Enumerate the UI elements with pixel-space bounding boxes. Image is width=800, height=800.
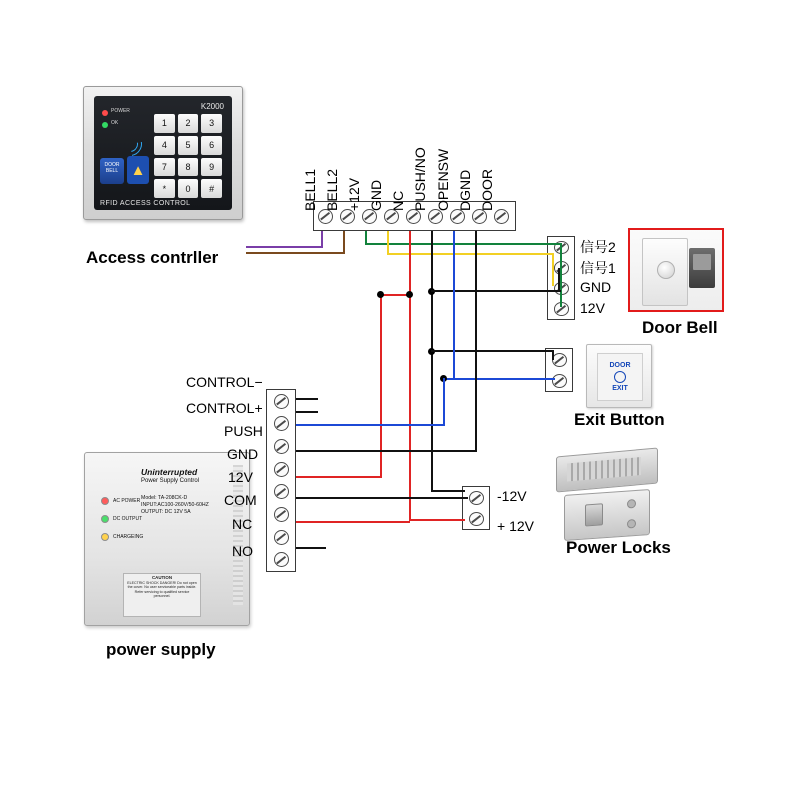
label-door: DOOR	[479, 169, 495, 211]
wire-door-vertical	[475, 231, 477, 450]
label-plus12v: +12V	[346, 177, 362, 211]
wire-bell2-horizontal	[246, 252, 345, 254]
psu-led-row-dc	[101, 515, 142, 523]
psu-led-charge-label: CHARGEING	[113, 534, 144, 540]
psu-led-dc-label: DC OUTPUT	[113, 516, 143, 522]
wire-com-horizontal	[296, 497, 468, 499]
psu-warning-label	[123, 573, 201, 617]
psu-warning-title: CAUTION	[151, 575, 172, 580]
wire-black-exit-down	[552, 350, 554, 360]
psu-label-nc: NC	[232, 516, 253, 532]
psu-terminal-screw-control-plus[interactable]	[274, 416, 289, 431]
door-bell-module	[689, 248, 715, 288]
psu-title: Uninterrupted	[141, 467, 198, 477]
key-0[interactable]: 0	[178, 179, 199, 198]
psu-label-12v: 12V	[228, 469, 253, 485]
psu-label-push: PUSH	[224, 423, 263, 439]
lock-terminal-screw-neg12v[interactable]	[469, 491, 484, 505]
psu-terminal-block[interactable]	[266, 389, 296, 572]
access-controller-model-label: K2000	[200, 102, 224, 111]
wire-control-plus-stub	[296, 411, 318, 413]
exit-button-caption: Exit Button	[574, 410, 665, 429]
wire-lock-pos12v-horizontal	[409, 519, 465, 521]
psu-warning-text: ELECTRIC SHOCK DANGER! Do not open the cover. No user serviceable parts inside. Refer servicing to qualified service personnel.	[127, 580, 197, 599]
exit-terminal-screw-2[interactable]	[552, 374, 567, 388]
lock-label-pos12v: + 12V	[497, 518, 534, 534]
bell-label-signal2: 信号2	[580, 239, 616, 255]
psu-label-gnd: GND	[227, 446, 259, 462]
power-lock-screw-1	[627, 499, 636, 509]
label-gnd: GND	[368, 179, 384, 211]
access-controller-device	[83, 86, 243, 220]
power-lock-body	[564, 489, 650, 541]
wire-nc-vertical-top	[409, 231, 411, 295]
key-8[interactable]: 8	[178, 158, 199, 177]
psu-label-com: COM	[224, 492, 257, 508]
junction-dot-red-2	[406, 291, 413, 298]
door-bell-press-button[interactable]	[657, 261, 675, 279]
psu-vent-grille	[233, 465, 243, 605]
key-3[interactable]: 3	[201, 114, 222, 133]
power-locks-caption: Power Locks	[566, 538, 671, 557]
exit-button-terminal-block[interactable]	[545, 348, 573, 392]
bell-label-signal1: 信号1	[580, 260, 616, 276]
wire-opensw-vertical	[453, 231, 455, 378]
wire-push-no-horizontal	[431, 490, 465, 492]
ok-led	[102, 122, 108, 128]
wire-no-stub	[296, 547, 326, 549]
key-2[interactable]: 2	[178, 114, 199, 133]
psu-subtitle: Power Supply Control	[141, 478, 200, 484]
wire-psu-12v-horizontal	[296, 476, 382, 478]
bell-label-gnd: GND	[580, 279, 612, 295]
wire-12v-down-to-bell	[560, 243, 562, 307]
power-lock-bolt	[585, 503, 603, 526]
door-bell-photo	[628, 228, 724, 312]
power-lock-screw-2	[627, 519, 636, 529]
psu-terminal-screw-nc[interactable]	[274, 530, 289, 545]
power-lock-armature	[556, 448, 658, 493]
psu-input-line: INPUT:AC100-260V/50-60HZ	[141, 502, 209, 508]
key-9[interactable]: 9	[201, 158, 222, 177]
card-reader-icon: ▲	[127, 156, 149, 184]
power-lock-photo	[550, 448, 662, 544]
brand-text: RFID ACCESS CONTROL	[100, 200, 191, 207]
psu-led-row-charge	[101, 533, 143, 541]
door-bell-plate	[642, 238, 688, 306]
psu-led-ac	[101, 497, 109, 505]
key-1[interactable]: 1	[154, 114, 175, 133]
wire-black-to-exit-top	[431, 350, 554, 352]
key-5[interactable]: 5	[178, 136, 199, 155]
key-6[interactable]: 6	[201, 136, 222, 155]
wire-control-minus-stub	[296, 398, 318, 400]
label-push-no: PUSH/NO	[412, 147, 428, 211]
label-opensw: OPENSW	[435, 148, 451, 211]
label-dgnd: DGND	[457, 169, 473, 211]
wire-gnd-horizontal	[387, 253, 554, 255]
wire-psu-push-horizontal	[296, 424, 445, 426]
doorbell-button[interactable]: DOOR BELL	[100, 158, 124, 184]
psu-terminal-screw-control-minus[interactable]	[274, 394, 289, 409]
psu-output-line: OUTPUT: DC 12V 5A	[141, 509, 191, 515]
psu-terminal-screw-com[interactable]	[274, 507, 289, 522]
power-supply-caption: power supply	[106, 640, 216, 659]
psu-led-row-ac	[101, 497, 140, 505]
psu-terminal-screw-push[interactable]	[274, 439, 289, 454]
psu-model-line: Model: TA-208CK-D	[141, 495, 188, 501]
exit-button-photo	[586, 344, 652, 408]
key-7[interactable]: 7	[154, 158, 175, 177]
psu-terminal-screw-no[interactable]	[274, 552, 289, 567]
wire-bell1-horizontal	[246, 246, 323, 248]
lock-terminal-screw-pos12v[interactable]	[469, 512, 484, 526]
key-hash[interactable]: #	[201, 179, 222, 198]
exit-button-keyhole-icon	[614, 371, 626, 383]
exit-button-line1: DOOR	[609, 362, 631, 369]
lock-terminal-block[interactable]	[462, 486, 490, 530]
psu-label-control-plus: CONTROL+	[186, 400, 263, 416]
junction-dot-red-1	[377, 291, 384, 298]
wire-psu-gnd-horizontal	[296, 450, 477, 452]
exit-button-line2: EXIT	[612, 385, 628, 392]
wire-push-no-vertical	[431, 231, 433, 492]
access-controller-caption: Access contrller	[86, 248, 219, 267]
bell-label-12v: 12V	[580, 300, 605, 316]
wire-black-bell-signal-stub	[558, 268, 560, 292]
label-nc: NC	[390, 190, 406, 211]
access-controller-faceplate	[94, 96, 232, 210]
wire-black-to-bell-signal	[431, 290, 561, 292]
exit-button-face[interactable]	[597, 353, 643, 401]
key-star[interactable]: *	[154, 179, 175, 198]
label-bell1: BELL1	[302, 168, 318, 211]
wire-gnd-down-to-bell	[552, 253, 554, 286]
wire-opensw-horizontal	[443, 378, 555, 380]
keypad[interactable]	[154, 114, 222, 198]
psu-label-control-minus: CONTROL−	[186, 374, 263, 390]
wire-lock-pos12v-vertical	[409, 292, 411, 521]
psu-led-dc	[101, 515, 109, 523]
wire-bell2-vertical	[343, 231, 345, 254]
wire-push-down	[443, 378, 445, 424]
door-bell-caption: Door Bell	[642, 318, 718, 337]
psu-terminal-screw-gnd[interactable]	[274, 462, 289, 477]
wire-gnd-vertical	[387, 231, 389, 255]
power-led-label: POWER	[111, 108, 130, 114]
label-bell2: BELL2	[324, 168, 340, 211]
key-4[interactable]: 4	[154, 136, 175, 155]
wire-psu-nc-horizontal	[296, 521, 410, 523]
wire-12v-horizontal	[365, 243, 562, 245]
psu-led-ac-label: AC POWER	[113, 498, 141, 504]
terminal-screw-door[interactable]	[494, 209, 509, 224]
psu-label-no: NO	[232, 543, 253, 559]
power-led	[102, 110, 108, 116]
lock-label-neg12v: -12V	[497, 488, 527, 504]
psu-terminal-screw-12v[interactable]	[274, 484, 289, 499]
psu-spec-block	[141, 495, 209, 516]
psu-led-charge	[101, 533, 109, 541]
ok-led-label: OK	[111, 120, 119, 126]
